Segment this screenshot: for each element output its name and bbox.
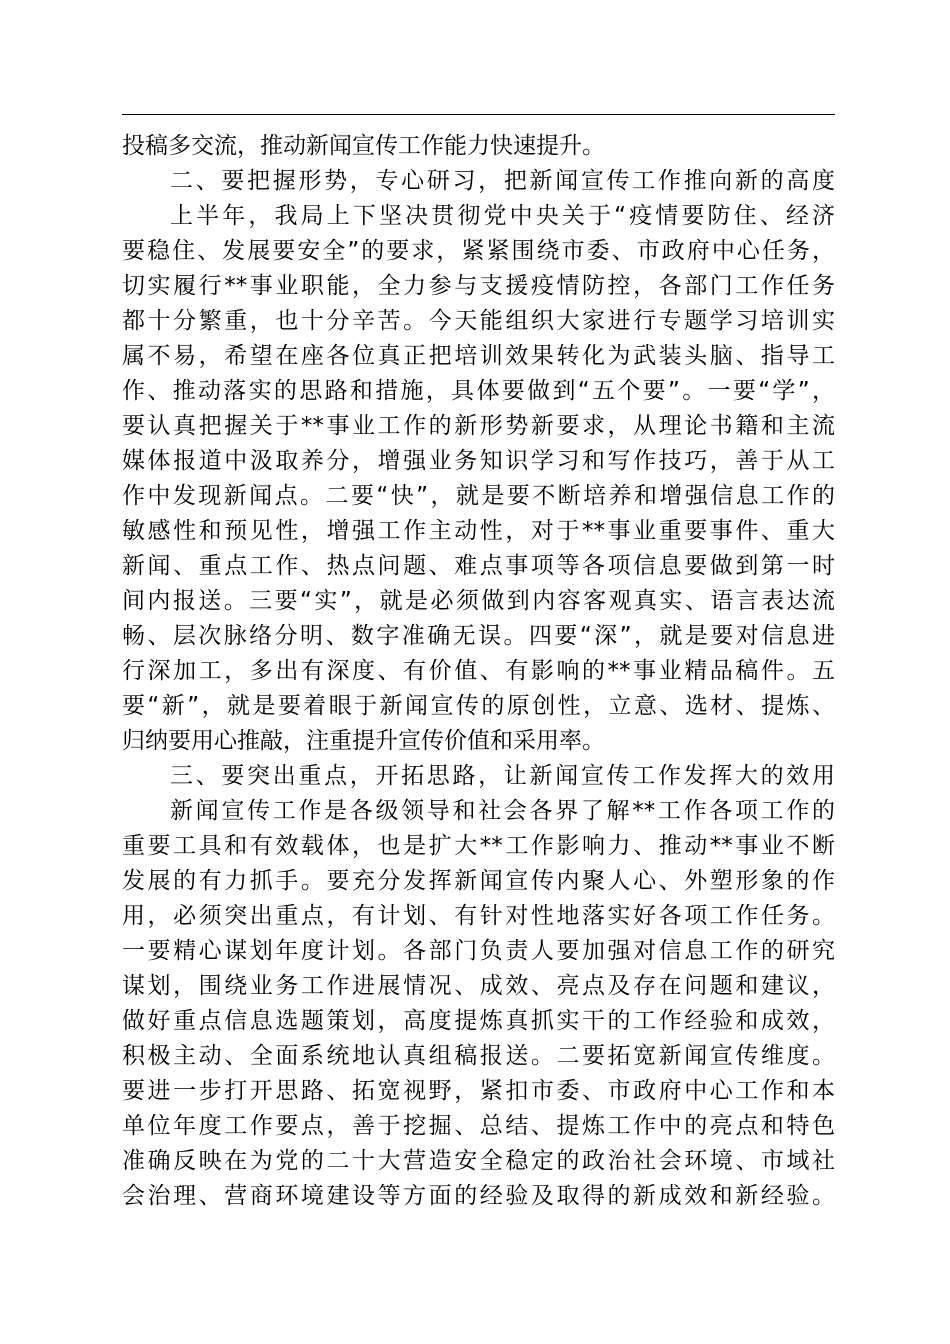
paragraph-line: 畅、层次脉络分明、数字准确无误。四要“深”，就是要对信息进 — [122, 623, 835, 649]
paragraph-line: 作、推动落实的思路和措施，具体要做到“五个要”。一要“学”， — [122, 378, 835, 404]
paragraph-line: 媒体报道中汲取养分，增强业务知识学习和写作技巧，善于从工 — [122, 448, 835, 474]
section-heading: 三、要突出重点，开拓思路，让新闻宣传工作发挥大的效用 — [170, 763, 835, 789]
paragraph-line: 归纳要用心推敲，注重提升宣传价值和采用率。 — [122, 728, 605, 754]
paragraph-line: 行深加工，多出有深度、有价值、有影响的**事业精品稿件。五 — [122, 658, 835, 684]
paragraph-line: 积极主动、全面系统地认真组稿报送。二要拓宽新闻宣传维度。 — [122, 1043, 835, 1069]
paragraph-line: 一要精心谋划年度计划。各部门负责人要加强对信息工作的研究 — [122, 938, 835, 964]
paragraph-line: 都十分繁重，也十分辛苦。今天能组织大家进行专题学习培训实 — [122, 308, 835, 334]
paragraph-line: 谋划，围绕业务工作进展情况、成效、亮点及存在问题和建议， — [122, 973, 835, 999]
paragraph-line: 切实履行**事业职能，全力参与支援疫情防控，各部门工作任务 — [122, 273, 835, 299]
paragraph-line: 要“新”，就是要着眼于新闻宣传的原创性，立意、选材、提炼、 — [122, 693, 835, 719]
paragraph-line: 会治理、营商环境建设等方面的经验及取得的新成效和新经验。 — [122, 1183, 835, 1209]
paragraph-line: 用，必须突出重点，有计划、有针对性地落实好各项工作任务。 — [122, 903, 835, 929]
paragraph-line: 作中发现新闻点。二要“快”，就是要不断培养和增强信息工作的 — [122, 483, 835, 509]
paragraph-line: 要进一步打开思路、拓宽视野，紧扣市委、市政府中心工作和本 — [122, 1078, 835, 1104]
paragraph-line: 做好重点信息选题策划，高度提炼真抓实干的工作经验和成效， — [122, 1008, 835, 1034]
paragraph-line: 单位年度工作要点，善于挖掘、总结、提炼工作中的亮点和特色 — [122, 1113, 835, 1139]
paragraph-line: 新闻、重点工作、热点问题、难点事项等各项信息要做到第一时 — [122, 553, 835, 579]
header-rule — [122, 114, 835, 115]
paragraph-line: 敏感性和预见性，增强工作主动性，对于**事业重要事件、重大 — [122, 518, 835, 544]
paragraph-line: 要稳住、发展要安全”的要求，紧紧围绕市委、市政府中心任务， — [122, 238, 835, 264]
paragraph-line: 属不易，希望在座各位真正把培训效果转化为武装头脑、指导工 — [122, 343, 835, 369]
paragraph-line: 发展的有力抓手。要充分发挥新闻宣传内聚人心、外塑形象的作 — [122, 868, 835, 894]
paragraph-line: 投稿多交流，推动新闻宣传工作能力快速提升。 — [122, 133, 605, 159]
paragraph-line: 间内报送。三要“实”，就是必须做到内容客观真实、语言表达流 — [122, 588, 835, 614]
paragraph-line: 上半年，我局上下坚决贯彻党中央关于“疫情要防住、经济 — [170, 203, 835, 229]
paragraph-line: 新闻宣传工作是各级领导和社会各界了解**工作各项工作的 — [170, 798, 835, 824]
paragraph-line: 要认真把握关于**事业工作的新形势新要求，从理论书籍和主流 — [122, 413, 835, 439]
section-heading: 二、要把握形势，专心研习，把新闻宣传工作推向新的高度 — [170, 168, 835, 194]
paragraph-line: 重要工具和有效载体，也是扩大**工作影响力、推动**事业不断 — [122, 833, 835, 859]
paragraph-line: 准确反映在为党的二十大营造安全稳定的政治社会环境、市域社 — [122, 1148, 835, 1174]
